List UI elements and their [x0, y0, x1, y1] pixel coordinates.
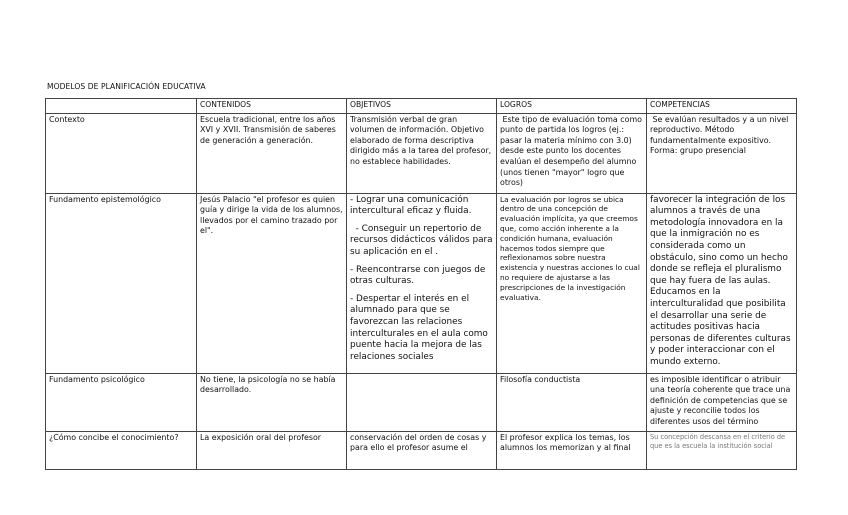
- header-logros: LOGROS: [497, 99, 647, 114]
- objective-item: - Lograr una comunicación intercultural eficaz y fluida.: [350, 194, 472, 217]
- cell-text: El profesor explica los temas, los alumnos los memorizan y al final: [500, 432, 631, 453]
- planning-models-table: [45, 98, 797, 470]
- row-label-psicologico: Fundamento psicológico: [46, 373, 197, 431]
- cell-psicologico-contenidos: No tiene, la psicología no se había desarrollado.: [197, 373, 347, 431]
- cell-conocimiento-contenidos: [197, 431, 347, 469]
- row-label-epistemologico: Fundamento epistemológico: [46, 193, 197, 373]
- cell-conocimiento-competencias: [647, 431, 797, 469]
- cell-contexto-logros: Este tipo de evaluación toma como punto de partida los logros (ej.: pasar la materia mínimo con 3.0) desde este punto los docentes evalúan el desempeño del alumno (unos tienen "mayor" logro que otros): [497, 113, 647, 193]
- cell-text: conservación del orden de cosas y para ello el profesor asume el: [350, 432, 487, 453]
- header-contenidos: CONTENIDOS: [197, 99, 347, 114]
- document-title: MODELOS DE PLANIFICACIÓN EDUCATIVA: [47, 82, 206, 91]
- cell-epistemologico-logros: La evaluación por logros se ubica dentro de una concepción de evaluación implícita, ya que creemos que, como acción inherente a la condición humana, evaluación hacemos todos siempre que reflexionamos sobre nuestra existencia y nuestras acciones lo cual no requiere de ajustarse a las prescripciones de la investigación evaluativa.: [497, 193, 647, 373]
- objective-item: - Conseguir un repertorio de recursos didácticos válidos para su aplicación en el .: [350, 223, 496, 257]
- cell-contexto-contenidos: Escuela tradicional, entre los años XVI y XVII. Transmisión de saberes de generación a generación.: [197, 113, 347, 193]
- header-competencias: COMPETENCIAS: [647, 99, 797, 114]
- cell-conocimiento-objetivos: [347, 431, 497, 469]
- cell-epistemologico-objetivos: [347, 193, 497, 373]
- table-row: [46, 113, 797, 193]
- row-label-conocimiento: [46, 431, 197, 469]
- objective-item: - Reencontrarse con juegos de otras culturas.: [350, 264, 486, 287]
- header-objetivos: OBJETIVOS: [347, 99, 497, 114]
- objective-item: - Despertar el interés en el alumnado para que se favorezcan las relaciones interculturales en el aula como puente hacia la mejora de las relaciones sociales: [350, 293, 488, 362]
- cell-text: Su concepción descansa en el criterio de que es la escuela la institución social: [650, 432, 786, 450]
- row-label-contexto: Contexto: [46, 113, 197, 193]
- cell-epistemologico-competencias: favorecer la integración de los alumnos a través de una metodología innovadora en la que la inmigración no es considerada como un obstáculo, sino como un hecho donde se refleja el pluralismo que hay fuera de las aulas. Educamos en la interculturalidad que posibilita el desarrollar una serie de actitudes positivas hacia personas de diferentes culturas y poder interaccionar con el mundo externo.: [647, 193, 797, 373]
- cell-text: La exposición oral del profesor: [200, 432, 322, 442]
- cell-psicologico-logros: Filosofía conductista: [497, 373, 647, 431]
- cell-conocimiento-logros: [497, 431, 647, 469]
- cell-text: ¿Cómo concibe el conocimiento?: [49, 432, 179, 442]
- table-row: [46, 373, 797, 431]
- cell-psicologico-objetivos: [347, 373, 497, 431]
- table-header-row: [46, 99, 797, 114]
- cell-contexto-competencias: Se evalúan resultados y a un nivel reproductivo. Método fundamentalmente expositivo. Forma: grupo presencial: [647, 113, 797, 193]
- cell-psicologico-competencias: es imposible identificar o atribuir una teoría coherente que trace una definición de competencias que se ajuste y reconcilie todos los diferentes usos del término: [647, 373, 797, 431]
- cell-epistemologico-contenidos: Jesús Palacio "el profesor es quien guía y dirige la vida de los alumnos, llevados por el camino trazado por el".: [197, 193, 347, 373]
- table-row: [46, 431, 797, 469]
- table-row: [46, 193, 797, 373]
- header-empty: [46, 99, 197, 114]
- cell-contexto-objetivos: Transmisión verbal de gran volumen de información. Objetivo elaborado de forma descriptiva dirigido más a la tarea del profesor, no establece habilidades.: [347, 113, 497, 193]
